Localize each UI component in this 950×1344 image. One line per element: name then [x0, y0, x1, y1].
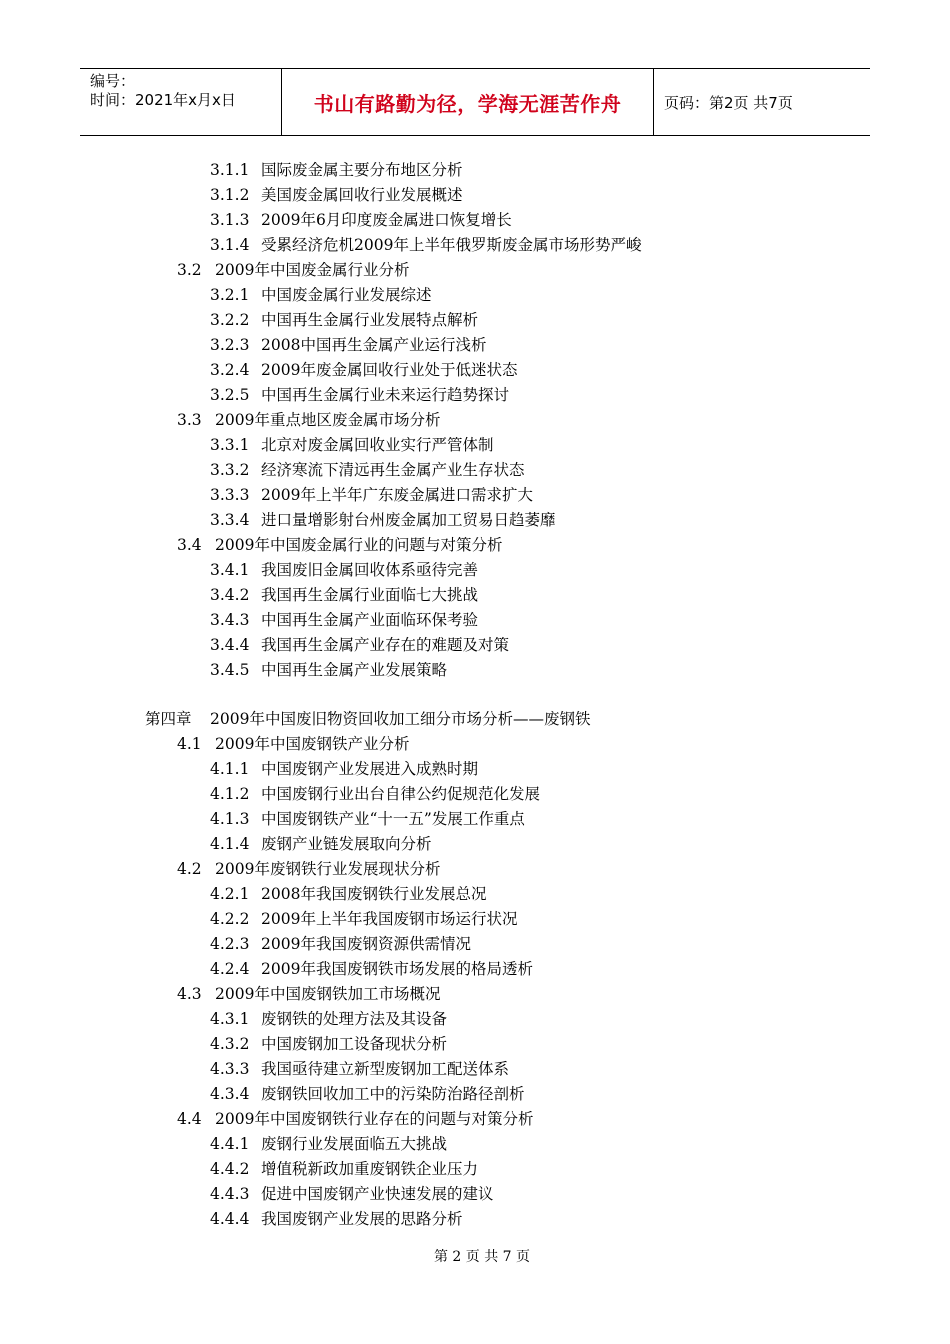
serial-label: 编号： — [90, 72, 136, 90]
toc-number: 4.3 — [177, 985, 202, 1003]
toc-title: 我国亟待建立新型废钢加工配送体系 — [261, 1060, 510, 1078]
toc-entry — [210, 1207, 463, 1232]
toc-title: 受累经济危机2009年上半年俄罗斯废金属市场形势严峻 — [261, 236, 642, 254]
toc-title: 2009年中国废金属行业的问题与对策分析 — [215, 536, 503, 554]
toc-entry — [210, 458, 525, 483]
toc-entry — [210, 1082, 525, 1107]
toc-entry — [210, 633, 509, 658]
toc-title: 北京对废金属回收业实行严管体制 — [261, 436, 494, 454]
toc-section — [177, 982, 440, 1007]
toc-entry — [210, 882, 486, 907]
header-motto: 书山有路勤为径，学海无涯苦作舟 — [282, 69, 654, 135]
toc-number: 4.3.1 — [210, 1010, 250, 1028]
toc-entry — [210, 358, 517, 383]
header-page-info: 页码：第2页 共7页 — [664, 93, 793, 112]
toc-entry — [210, 508, 556, 533]
toc-title: 2009年中国废金属行业分析 — [215, 261, 410, 279]
toc-title: 我国再生金属行业面临七大挑战 — [261, 586, 479, 604]
toc-title: 废钢铁回收加工中的污染防治路径剖析 — [261, 1085, 525, 1103]
toc-title: 2009年上半年广东废金属进口需求扩大 — [261, 486, 533, 504]
toc-entry — [210, 183, 463, 208]
toc-entry — [210, 233, 641, 258]
toc-entry — [210, 1182, 494, 1207]
toc-title: 2009年废金属回收行业处于低迷状态 — [261, 361, 518, 379]
toc-title: 2009年我国废钢资源供需情况 — [261, 935, 471, 953]
toc-number: 4.3.2 — [210, 1035, 250, 1053]
toc-number: 4.3.3 — [210, 1060, 250, 1078]
toc-title: 中国废钢产业发展进入成熟时期 — [261, 760, 479, 778]
toc-number: 3.2.1 — [210, 286, 250, 304]
toc-number: 4.4 — [177, 1110, 202, 1128]
toc-title: 废钢铁的处理方法及其设备 — [261, 1010, 448, 1028]
toc-number: 3.4.5 — [210, 661, 250, 679]
toc-number: 3.4 — [177, 536, 202, 554]
toc-title: 2009年6月印度废金属进口恢复增长 — [261, 211, 512, 229]
toc-title: 中国废钢加工设备现状分析 — [261, 1035, 448, 1053]
toc-entry — [210, 757, 478, 782]
toc-number: 3.2.2 — [210, 311, 250, 329]
toc-title: 中国再生金属产业发展策略 — [261, 661, 448, 679]
toc-entry — [210, 1132, 447, 1157]
toc-number: 3.1.1 — [210, 161, 250, 179]
toc-number: 3.2.3 — [210, 336, 250, 354]
toc-entry — [210, 932, 471, 957]
toc-title: 2009年中国废钢铁加工市场概况 — [215, 985, 441, 1003]
toc-number: 3.3.4 — [210, 511, 250, 529]
toc-section — [177, 533, 502, 558]
toc-entry — [210, 283, 432, 308]
toc-number: 4.2 — [177, 860, 202, 878]
toc-entry — [210, 907, 517, 932]
toc-number: 3.2 — [177, 261, 202, 279]
toc-number: 3.3.2 — [210, 461, 250, 479]
toc-number: 3.3.1 — [210, 436, 250, 454]
toc-number: 4.2.3 — [210, 935, 250, 953]
toc-number: 3.4.3 — [210, 611, 250, 629]
toc-entry — [210, 807, 525, 832]
toc-title: 废钢行业发展面临五大挑战 — [261, 1135, 448, 1153]
toc-number: 3.1.4 — [210, 236, 250, 254]
toc-section — [177, 258, 409, 283]
toc-number: 3.1.3 — [210, 211, 250, 229]
toc-entry — [210, 383, 509, 408]
toc-entry — [210, 158, 463, 183]
toc-title: 中国再生金属行业发展特点解析 — [261, 311, 479, 329]
toc-number: 4.2.1 — [210, 885, 250, 903]
toc-number: 3.1.2 — [210, 186, 250, 204]
page-header — [80, 68, 870, 136]
toc-number: 4.1.1 — [210, 760, 250, 778]
toc-number: 3.4.2 — [210, 586, 250, 604]
toc-entry — [210, 433, 494, 458]
toc-title: 中国再生金属产业面临环保考验 — [261, 611, 479, 629]
toc-section — [177, 408, 440, 433]
toc-entry — [210, 1007, 447, 1032]
toc-number: 第四章 — [145, 710, 192, 728]
toc-entry — [210, 208, 512, 233]
toc-number: 4.1 — [177, 735, 202, 753]
toc-entry — [210, 782, 540, 807]
toc-title: 美国废金属回收行业发展概述 — [261, 186, 463, 204]
footer-page-number: 第 2 页 共 7 页 — [433, 1249, 531, 1265]
toc-title: 我国废旧金属回收体系亟待完善 — [261, 561, 479, 579]
toc-number: 4.2.2 — [210, 910, 250, 928]
toc-title: 中国再生金属行业未来运行趋势探讨 — [261, 386, 510, 404]
toc-number: 3.4.1 — [210, 561, 250, 579]
toc-number: 3.3.3 — [210, 486, 250, 504]
toc-entry — [210, 583, 478, 608]
toc-title: 我国废钢产业发展的思路分析 — [261, 1210, 463, 1228]
toc-number: 4.4.3 — [210, 1185, 250, 1203]
toc-entry — [210, 333, 486, 358]
page-footer — [0, 1246, 950, 1266]
toc-entry — [210, 483, 533, 508]
toc-title: 中国废钢行业出台自律公约促规范化发展 — [261, 785, 541, 803]
toc-entry — [210, 957, 533, 982]
toc-number: 3.3 — [177, 411, 202, 429]
toc-entry — [210, 1057, 509, 1082]
toc-title: 国际废金属主要分布地区分析 — [261, 161, 463, 179]
header-meta — [80, 69, 282, 135]
date-line: 时间：2021年x月x日 — [90, 91, 236, 109]
toc-title: 经济寒流下清远再生金属产业生存状态 — [261, 461, 525, 479]
toc-title: 2009年上半年我国废钢市场运行状况 — [261, 910, 518, 928]
toc-entry — [210, 658, 447, 683]
toc-title: 2009年我国废钢铁市场发展的格局透析 — [261, 960, 533, 978]
toc-number: 3.2.5 — [210, 386, 250, 404]
toc-section — [177, 732, 409, 757]
toc-entry — [210, 308, 478, 333]
toc-title: 2009年中国废旧物资回收加工细分市场分析——废钢铁 — [210, 710, 591, 728]
toc-title: 2008中国再生金属产业运行浅析 — [261, 336, 487, 354]
toc-number: 4.1.2 — [210, 785, 250, 803]
toc-number: 4.4.2 — [210, 1160, 250, 1178]
toc-title: 我国再生金属产业存在的难题及对策 — [261, 636, 510, 654]
toc-entry — [210, 832, 432, 857]
toc-title: 2009年重点地区废金属市场分析 — [215, 411, 441, 429]
toc-title: 2009年中国废钢铁产业分析 — [215, 735, 410, 753]
toc-entry — [210, 558, 478, 583]
toc-title: 增值税新政加重废钢铁企业压力 — [261, 1160, 479, 1178]
toc-title: 2008年我国废钢铁行业发展总况 — [261, 885, 487, 903]
toc-number: 4.1.4 — [210, 835, 250, 853]
toc-chapter — [145, 707, 590, 732]
toc-number: 4.1.3 — [210, 810, 250, 828]
toc-number: 4.2.4 — [210, 960, 250, 978]
toc-number: 4.3.4 — [210, 1085, 250, 1103]
toc-number: 3.4.4 — [210, 636, 250, 654]
toc-entry — [210, 1032, 447, 1057]
toc-title: 进口量增影射台州废金属加工贸易日趋萎靡 — [261, 511, 556, 529]
toc-title: 促进中国废钢产业快速发展的建议 — [261, 1185, 494, 1203]
toc-number: 4.4.4 — [210, 1210, 250, 1228]
toc-title: 中国废金属行业发展综述 — [261, 286, 432, 304]
toc-title: 废钢产业链发展取向分析 — [261, 835, 432, 853]
toc-entry — [210, 1157, 478, 1182]
toc-title: 中国废钢铁产业“十一五”发展工作重点 — [261, 810, 525, 828]
toc-entry — [210, 608, 478, 633]
toc-section — [177, 857, 440, 882]
toc-section — [177, 1107, 533, 1132]
toc-number: 3.2.4 — [210, 361, 250, 379]
toc-number: 4.4.1 — [210, 1135, 250, 1153]
toc-title: 2009年废钢铁行业发展现状分析 — [215, 860, 441, 878]
toc-title: 2009年中国废钢铁行业存在的问题与对策分析 — [215, 1110, 534, 1128]
